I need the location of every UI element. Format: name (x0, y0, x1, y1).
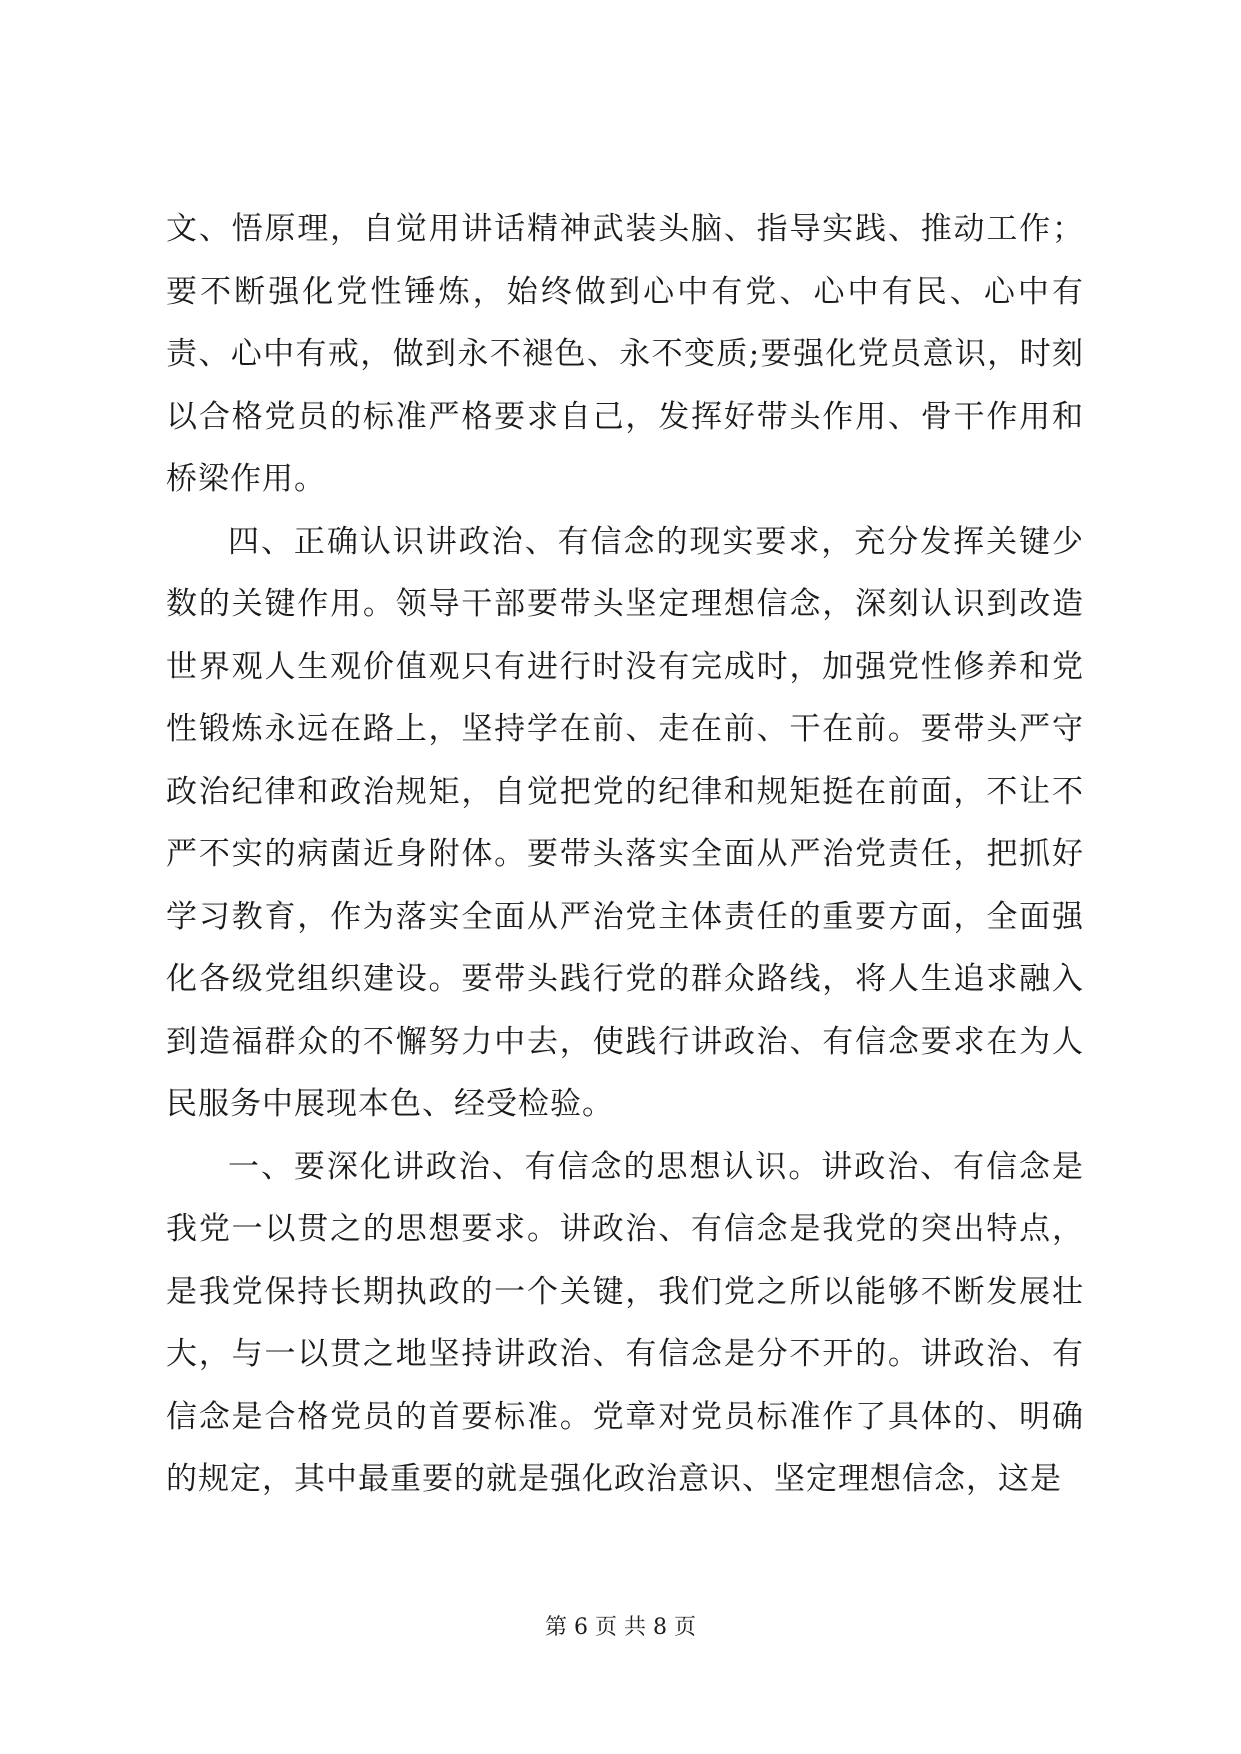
page-footer (0, 1610, 1241, 1641)
paragraph-continuation: 文、悟原理，自觉用讲话精神武装头脑、指导实践、推动工作；要不断强化党性锤炼，始终做到心中有党、心中有民、心中有责、心中有戒，做到永不褪色、永不变质;要强化党员意识，时刻以合格党员的标准严格要求自己，发挥好带头作用、骨干作用和桥梁作用。 (166, 211, 1084, 497)
paragraph-section-four: 四、正确认识讲政治、有信念的现实要求，充分发挥关键少数的关键作用。领导干部要带头坚定理想信念，深刻认识到改造世界观人生观价值观只有进行时没有完成时，加强党性修养和党性锻炼永远在路上，坚持学在前、走在前、干在前。要带头严守政治纪律和政治规矩，自觉把党的纪律和规矩挺在前面，不让不严不实的病菌近身附体。要带头落实全面从严治党责任，把抓好学习教育，作为落实全面从严治党主体责任的重要方面，全面强化各级党组织建设。要带头践行党的群众路线，将人生追求融入到造福群众的不懈努力中去，使践行讲政治、有信念要求在为人民服务中展现本色、经受检验。 (166, 523, 1084, 1122)
paragraph-section-one: 一、要深化讲政治、有信念的思想认识。讲政治、有信念是我党一以贯之的思想要求。讲政治、有信念是我党的突出特点，是我党保持长期执政的一个关键，我们党之所以能够不断发展壮大，与一以贯之地坚持讲政治、有信念是分不开的。讲政治、有信念是合格党员的首要标准。党章对党员标准作了具体的、明确的规定，其中最重要的就是强化政治意识、坚定理想信念，这是 (166, 1148, 1084, 1497)
document-body (166, 198, 1084, 1511)
page-number: 第 6 页 共 8 页 (545, 1615, 696, 1640)
